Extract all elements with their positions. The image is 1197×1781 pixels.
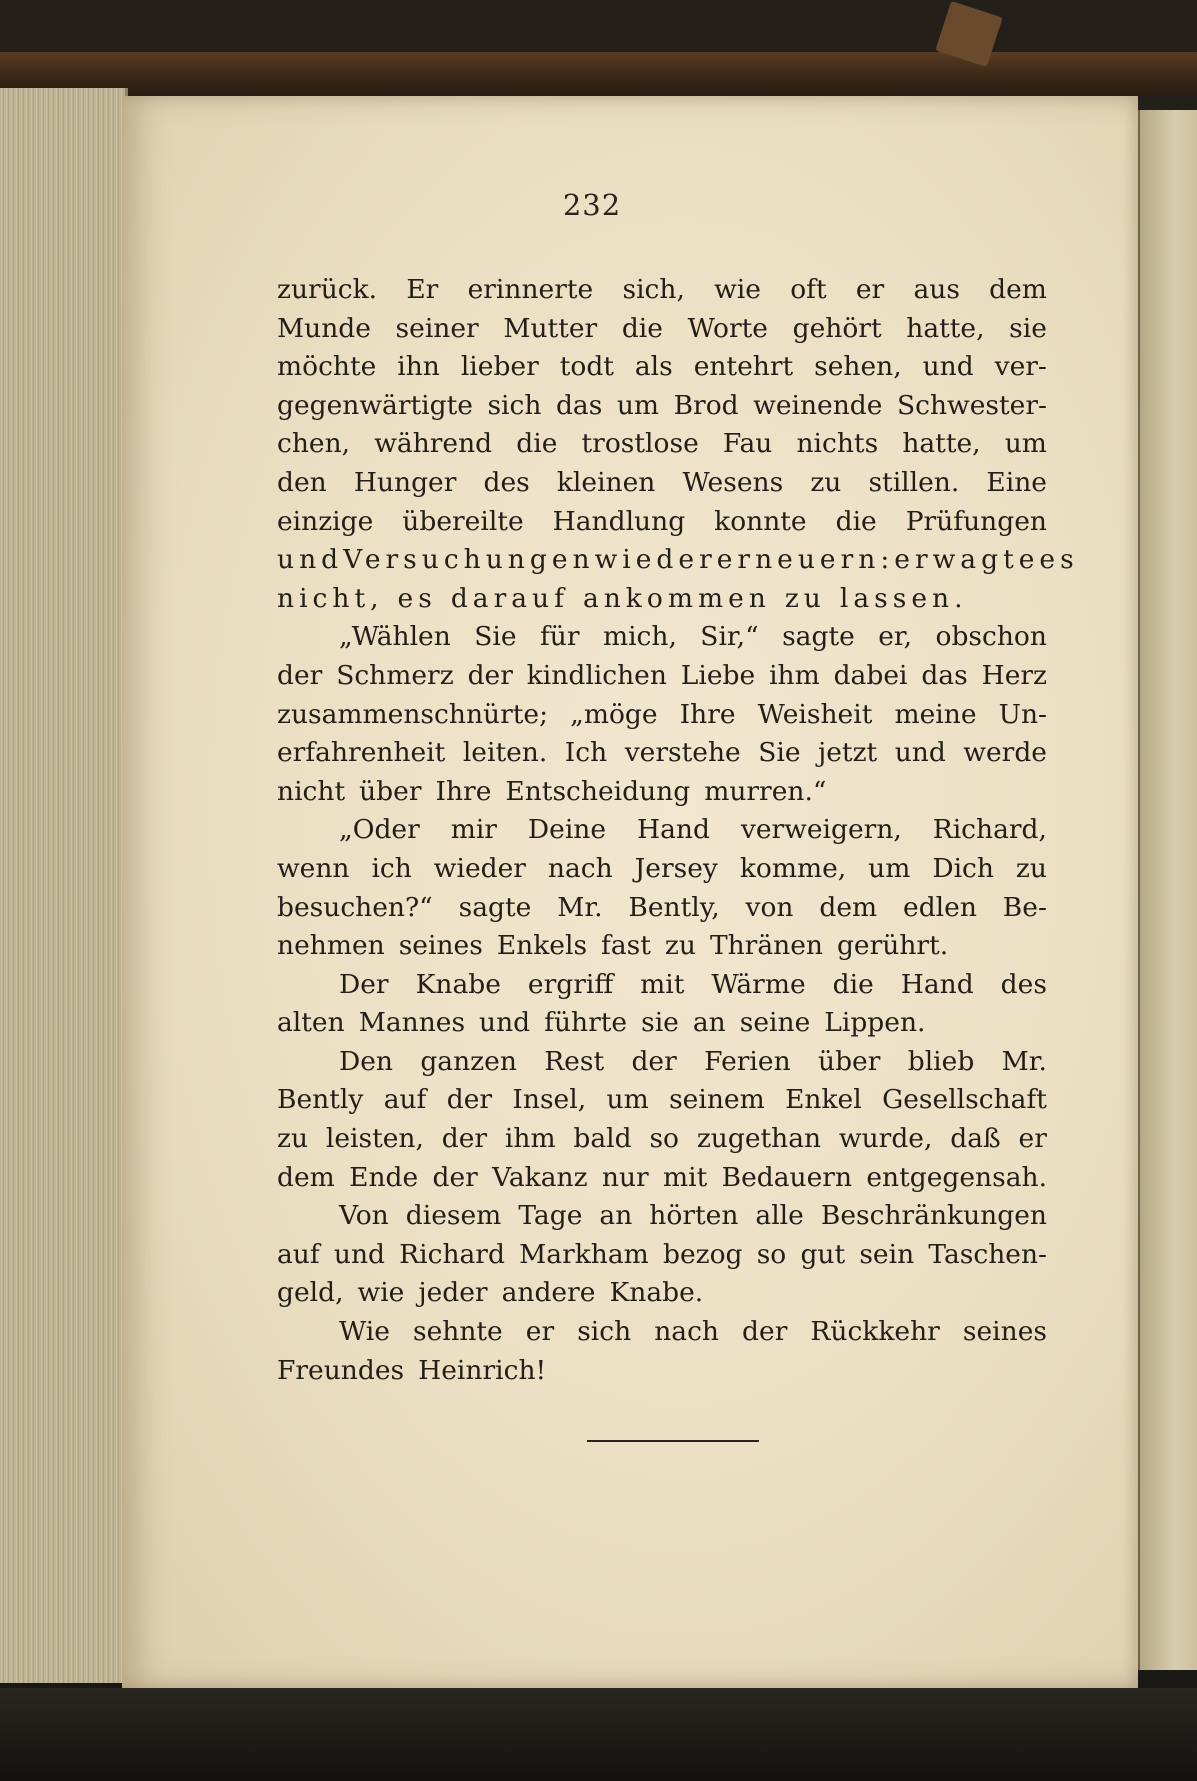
word: nach	[547, 852, 613, 884]
word: wie	[357, 1277, 405, 1309]
word: blieb	[907, 1045, 975, 1077]
word: Prüfungen	[905, 505, 1047, 537]
word: und	[333, 1238, 385, 1270]
word: zu	[1015, 852, 1047, 884]
word: Deine	[527, 814, 607, 846]
text-line	[277, 966, 1047, 1005]
word: dabei	[833, 659, 908, 691]
word: um	[606, 1084, 649, 1116]
word: daß	[950, 1123, 1001, 1155]
word: als	[634, 351, 673, 383]
word: Hand	[636, 814, 710, 846]
word: Richard	[399, 1238, 505, 1270]
word: bald	[573, 1123, 632, 1155]
word: einzige	[277, 505, 374, 537]
word: verstehe	[624, 737, 741, 769]
word: aus	[913, 274, 960, 305]
word: Dich	[932, 852, 994, 884]
word: „Oder	[339, 814, 420, 846]
section-rule	[587, 1440, 759, 1442]
word: oft	[790, 274, 827, 305]
facing-page-edge	[1138, 110, 1197, 1670]
text-line	[277, 1159, 1047, 1198]
word: es	[1039, 544, 1079, 576]
text-line	[277, 1081, 1047, 1120]
word: Sir,“	[700, 621, 759, 653]
word: sie	[641, 1007, 679, 1039]
word: kleinen	[556, 466, 656, 498]
word: stillen.	[868, 466, 960, 498]
word: lassen.	[839, 582, 968, 614]
word: sagte	[458, 891, 532, 923]
word: für	[539, 621, 580, 653]
word: trostlose	[581, 428, 699, 460]
word: Ferien	[704, 1045, 791, 1077]
word: er	[855, 274, 885, 305]
word: Schwester-	[896, 389, 1047, 421]
word: das	[555, 389, 603, 421]
word: Tage	[518, 1200, 583, 1232]
word: dem	[277, 1161, 335, 1193]
word: ihn	[397, 351, 440, 383]
word: sich	[577, 1316, 632, 1348]
word: ihm	[504, 1123, 556, 1155]
word: Knabe.	[609, 1277, 704, 1309]
word: der	[742, 1316, 788, 1348]
word: verweigern,	[740, 814, 902, 846]
word: gerührt.	[836, 930, 949, 962]
word: Ihre	[435, 775, 492, 807]
word: erinnerte	[467, 274, 594, 305]
word: Hunger	[353, 466, 457, 498]
word: andere	[501, 1277, 596, 1309]
book-cover-bottom	[0, 1688, 1197, 1781]
word: den	[277, 466, 327, 498]
text-line	[277, 927, 1047, 966]
text-line	[277, 1043, 1047, 1082]
word: an	[692, 1007, 726, 1039]
word: Lippen.	[824, 1007, 926, 1039]
word: Worte	[687, 312, 768, 344]
word: ergriff	[527, 968, 614, 1000]
word: er	[1018, 1123, 1047, 1155]
word: an	[599, 1200, 633, 1232]
text-line	[277, 580, 1047, 619]
word: diesem	[405, 1200, 502, 1232]
word: der	[277, 659, 323, 691]
text-line	[277, 1313, 1047, 1352]
word: Beschränkungen	[820, 1200, 1047, 1232]
word: zugethan	[696, 1123, 822, 1155]
text-line	[277, 618, 1047, 657]
word: entgegensah.	[866, 1161, 1047, 1193]
word: gut	[800, 1238, 846, 1270]
word: Wesens	[682, 466, 784, 498]
word: sich	[487, 389, 542, 421]
word: leiten.	[462, 737, 548, 769]
word: mir	[450, 814, 497, 846]
word: edlen	[903, 891, 977, 923]
text-line	[277, 1236, 1047, 1275]
word: Entscheidung	[505, 775, 691, 807]
word: um	[868, 852, 911, 884]
text-line	[277, 773, 1047, 812]
word: Vakanz	[492, 1161, 588, 1193]
word: Eine	[986, 466, 1047, 498]
word: der	[467, 659, 513, 691]
word: Schmerz	[336, 659, 454, 691]
text-line	[277, 310, 1047, 349]
word: hatte,	[906, 312, 985, 344]
word: Rückkehr	[810, 1316, 940, 1348]
word: so	[756, 1238, 787, 1270]
word: seines	[962, 1316, 1047, 1348]
word: wieder	[433, 852, 526, 884]
word: übereilte	[402, 505, 524, 537]
text-line	[277, 503, 1047, 542]
text-line	[277, 271, 1047, 310]
word: über	[818, 1045, 881, 1077]
word: chen,	[277, 428, 351, 460]
word: meine	[894, 698, 977, 730]
text-line	[277, 1352, 1047, 1391]
word: Ende	[349, 1161, 419, 1193]
word: Ihre	[679, 698, 736, 730]
word: Knabe	[415, 968, 501, 1000]
word: möchte	[277, 351, 377, 383]
word: nehmen	[277, 930, 385, 962]
word: dem	[989, 274, 1047, 305]
word: geld,	[277, 1277, 344, 1309]
word: und	[922, 351, 974, 383]
text-line	[277, 734, 1047, 773]
word: auf	[383, 1084, 427, 1116]
word: Munde	[277, 312, 371, 344]
word: und	[277, 544, 344, 576]
word: ich	[371, 852, 412, 884]
text-line	[277, 464, 1047, 503]
word: Mannes	[358, 1007, 466, 1039]
text-line	[277, 696, 1047, 735]
word: Der	[339, 968, 389, 1000]
word: lieber	[460, 351, 539, 383]
word: Er	[406, 274, 439, 305]
word: Richard,	[932, 814, 1047, 846]
text-line	[277, 1197, 1047, 1236]
word: nur	[601, 1161, 649, 1193]
word: Enkel	[785, 1084, 862, 1116]
word: Jersey	[634, 852, 718, 884]
word: des	[483, 466, 530, 498]
word: jetzt	[818, 737, 878, 769]
word: dem	[819, 891, 878, 923]
word: Rest	[544, 1045, 605, 1077]
word: konnte	[714, 505, 807, 537]
word: alten	[277, 1007, 345, 1039]
page-edges	[0, 88, 128, 1683]
word: todt	[559, 351, 614, 383]
word: darauf	[450, 582, 569, 614]
word: entehrt	[693, 351, 794, 383]
word: alle	[755, 1200, 804, 1232]
word: komme,	[739, 852, 847, 884]
word: über	[359, 775, 422, 807]
text-line	[277, 657, 1047, 696]
word: seinem	[669, 1084, 765, 1116]
word: „Wählen	[339, 621, 451, 653]
word: die	[516, 428, 558, 460]
word: murren.“	[704, 775, 827, 807]
word: hörten	[649, 1200, 739, 1232]
text-line	[277, 541, 1079, 580]
word: wenn	[277, 852, 350, 884]
word: ihm	[769, 659, 820, 691]
book-cover-top	[0, 52, 1197, 96]
word: Versuchungen	[343, 544, 595, 576]
word: Handlung	[552, 505, 686, 537]
word: zu	[784, 582, 826, 614]
word: zu	[664, 930, 696, 962]
word: obschon	[935, 621, 1047, 653]
word: wagte	[932, 544, 1040, 576]
word: Bently	[277, 1084, 364, 1116]
word: nichts	[796, 428, 879, 460]
word: Herz	[981, 659, 1047, 691]
word: Liebe	[680, 659, 756, 691]
word: des	[1000, 968, 1047, 1000]
word: die	[832, 968, 874, 1000]
text-line	[277, 1274, 1047, 1313]
word: Heinrich!	[418, 1354, 547, 1386]
word: bezog	[662, 1238, 743, 1270]
word: besuchen?“	[277, 891, 433, 923]
word: es	[397, 582, 437, 614]
word: sich,	[622, 274, 685, 305]
word: Wie	[339, 1316, 390, 1348]
word: und	[479, 1007, 531, 1039]
word: Den	[339, 1045, 393, 1077]
word: sein	[859, 1238, 915, 1270]
text-line	[277, 425, 1047, 464]
word: Insel,	[512, 1084, 587, 1116]
word: Wärme	[711, 968, 806, 1000]
word: um	[1004, 428, 1047, 460]
word: führte	[544, 1007, 628, 1039]
word: er	[525, 1316, 555, 1348]
word: Bently,	[628, 891, 720, 923]
word: Brod	[673, 389, 739, 421]
text-line	[277, 387, 1047, 426]
word: fast	[601, 930, 651, 962]
word: nach	[654, 1316, 719, 1348]
word: sehnte	[412, 1316, 503, 1348]
word: Freundes	[277, 1354, 405, 1386]
text-line	[277, 1120, 1047, 1159]
word: jeder	[418, 1277, 488, 1309]
word: mich,	[602, 621, 677, 653]
word: zu	[810, 466, 842, 498]
word: Bedauern	[721, 1161, 853, 1193]
word: werde	[963, 737, 1047, 769]
word: er	[894, 544, 933, 576]
word: nicht,	[277, 582, 384, 614]
text-line	[277, 348, 1047, 387]
word: sagte	[782, 621, 855, 653]
word: hatte,	[902, 428, 981, 460]
word: Hand	[900, 968, 974, 1000]
word: Mr.	[1001, 1045, 1047, 1077]
word: erneuern:	[716, 544, 895, 576]
word: zurück.	[277, 274, 378, 305]
word: ankommen	[582, 582, 771, 614]
book-page	[122, 96, 1138, 1688]
text-line	[277, 811, 1047, 850]
text-line	[277, 1004, 1047, 1043]
word: während	[374, 428, 493, 460]
word: Thränen	[709, 930, 823, 962]
word: wie	[714, 274, 761, 305]
word: Fau	[722, 428, 773, 460]
word: der	[441, 1123, 488, 1155]
word: so	[649, 1123, 679, 1155]
text-line	[277, 850, 1047, 889]
word: Weisheit	[757, 698, 873, 730]
word: der	[631, 1045, 677, 1077]
word: wieder	[594, 544, 717, 576]
text-line	[277, 889, 1047, 928]
word: Mutter	[503, 312, 598, 344]
word: kindlichen	[526, 659, 667, 691]
word: zu	[277, 1123, 309, 1155]
word: Un-	[998, 698, 1047, 730]
word: Taschen-	[928, 1238, 1047, 1270]
word: ganzen	[420, 1045, 517, 1077]
word: Sie	[474, 621, 517, 653]
word: weinende	[753, 389, 883, 421]
word: die	[621, 312, 663, 344]
word: Enkels	[496, 930, 588, 962]
word: mit	[640, 968, 685, 1000]
word: seine	[739, 1007, 811, 1039]
word: seiner	[395, 312, 479, 344]
word: wurde,	[838, 1123, 933, 1155]
word: sehen,	[814, 351, 902, 383]
word: auf	[277, 1238, 320, 1270]
word: Mr.	[557, 891, 603, 923]
word: gehört	[792, 312, 882, 344]
word: um	[616, 389, 660, 421]
word: er,	[878, 621, 913, 653]
word: der	[446, 1084, 493, 1116]
word: Von	[339, 1200, 389, 1232]
word: die	[835, 505, 877, 537]
word: „möge	[570, 698, 658, 730]
word: Ich	[564, 737, 608, 769]
word: Gesellschaft	[882, 1084, 1047, 1116]
word: und	[894, 737, 946, 769]
word: seines	[398, 930, 483, 962]
word: der	[432, 1161, 478, 1193]
word: Sie	[758, 737, 801, 769]
word: von	[745, 891, 794, 923]
page-text	[277, 271, 1079, 1390]
word: das	[921, 659, 968, 691]
word: gegenwärtigte	[277, 389, 473, 421]
word: Be-	[1002, 891, 1047, 923]
word: nicht	[277, 775, 346, 807]
word: erfahrenheit	[277, 737, 446, 769]
word: sie	[1009, 312, 1047, 344]
word: zusammenschnürte;	[277, 698, 549, 730]
word: Markham	[519, 1238, 649, 1270]
page-number: 232	[562, 188, 622, 222]
word: leisten,	[325, 1123, 424, 1155]
word: ver-	[994, 351, 1047, 383]
word: mit	[663, 1161, 708, 1193]
